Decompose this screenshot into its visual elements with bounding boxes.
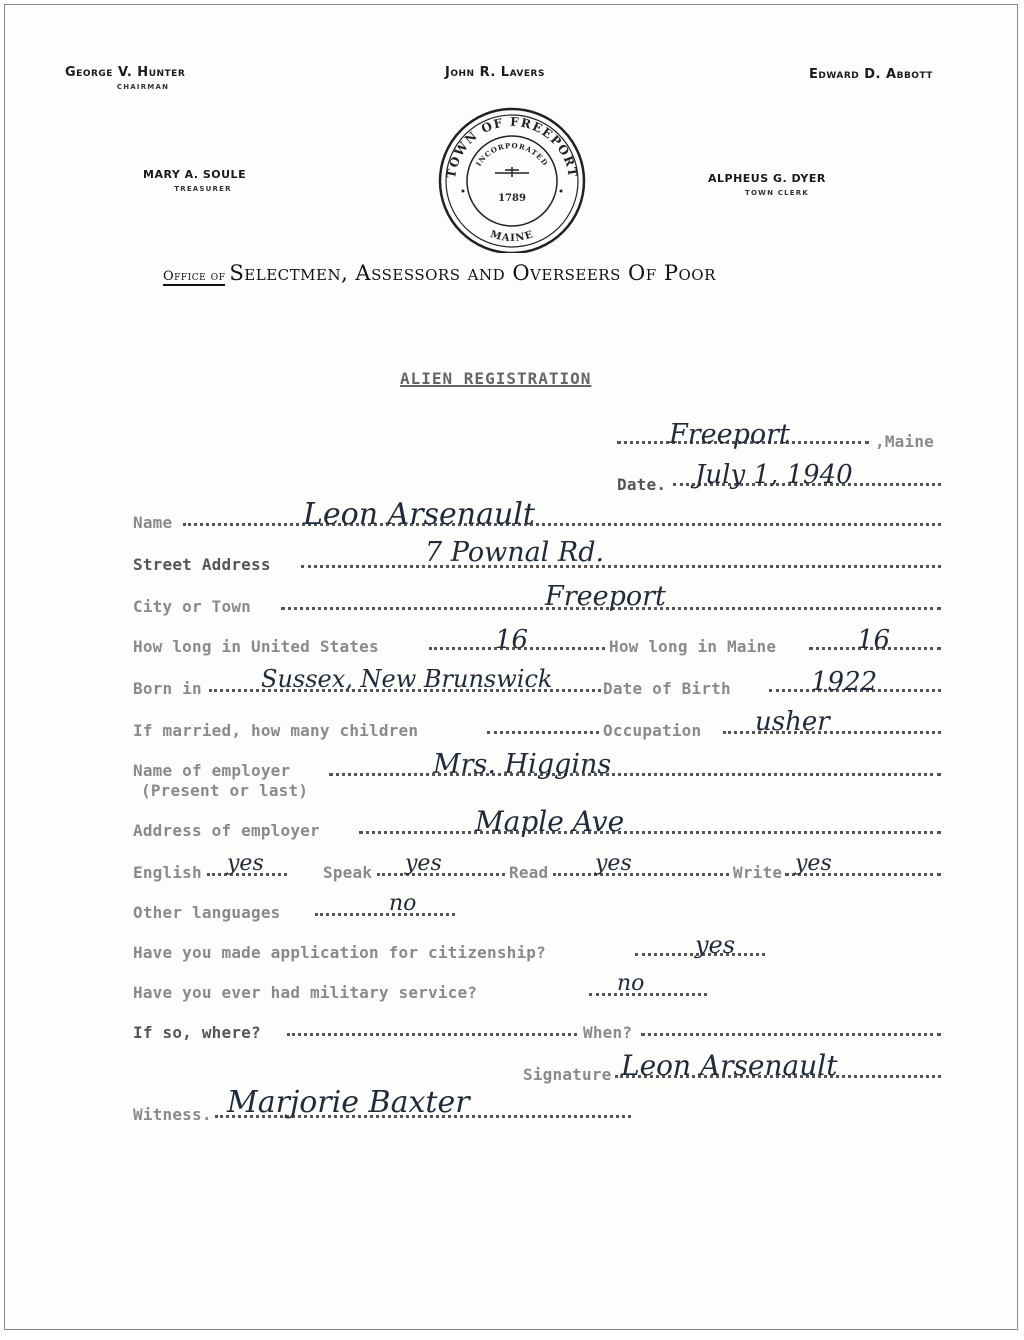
place-suffix: ,Maine <box>875 432 934 451</box>
speak-value: yes <box>405 851 442 876</box>
officer-right-name: Edward D. Abbott <box>809 67 933 82</box>
employer-name-value: Mrs. Higgins <box>433 749 612 780</box>
officer-treasurer-name: MARY A. SOULE <box>143 168 247 181</box>
seal-year: 1789 <box>498 193 526 204</box>
speak-label: Speak <box>323 863 373 882</box>
office-of-label: Office of <box>163 269 226 284</box>
date-of-birth-label: Date of Birth <box>603 679 731 698</box>
write-label: Write <box>733 863 783 882</box>
employer-address-value: Maple Ave <box>475 805 625 838</box>
officer-chairman-name: George V. Hunter <box>65 65 186 80</box>
citizenship-label: Have you made application for citizenship? <box>133 943 546 962</box>
officer-center-name: John R. Lavers <box>445 65 545 80</box>
how-long-us-value: 16 <box>495 625 529 655</box>
other-languages-value: no <box>389 891 417 916</box>
other-languages-label: Other languages <box>133 903 281 922</box>
seal-arc-inner: INCORPORATED <box>473 140 551 168</box>
street-address-dotted-line <box>301 565 941 568</box>
date-label: Date. <box>617 475 667 494</box>
employer-name-dotted-line <box>329 773 941 776</box>
write-value: yes <box>795 851 832 876</box>
date-value: July 1, 1940 <box>695 460 853 490</box>
svg-text:MAINE <box>489 229 535 244</box>
employer-address-dotted-line <box>359 831 941 834</box>
signature-label: Signature <box>523 1065 612 1084</box>
children-dotted-line <box>487 731 599 734</box>
occupation-value: usher <box>755 707 830 737</box>
seal-arc-bottom: MAINE <box>488 229 536 245</box>
date-of-birth-value: 1922 <box>811 667 878 697</box>
witness-label: Witness. <box>133 1105 212 1124</box>
name-value: Leon Arsenault <box>303 497 535 532</box>
when-label: When? <box>583 1023 633 1042</box>
military-value: no <box>617 971 645 996</box>
english-label: English <box>133 863 202 882</box>
officer-treasurer-title: TREASURER <box>174 185 232 193</box>
name-dotted-line <box>183 523 941 526</box>
read-dotted-line <box>553 873 729 876</box>
how-long-us-label: How long in United States <box>133 637 379 656</box>
when-dotted-line <box>641 1033 941 1036</box>
city-label: City or Town <box>133 597 251 616</box>
citizenship-value: yes <box>695 931 736 959</box>
if-so-where-label: If so, where? <box>133 1023 261 1042</box>
town-seal <box>433 105 591 253</box>
officer-clerk-name: ALPHEUS G. DYER <box>708 172 826 185</box>
how-long-maine-label: How long in Maine <box>609 637 777 656</box>
officer-clerk-title: TOWN CLERK <box>745 189 809 197</box>
employer-name-sublabel: (Present or last) <box>141 781 309 800</box>
english-value: yes <box>227 851 264 876</box>
born-in-label: Born in <box>133 679 202 698</box>
read-label: Read <box>509 863 549 882</box>
if-so-where-dotted-line <box>287 1033 577 1036</box>
form-title: ALIEN REGISTRATION <box>400 369 592 388</box>
signature-value: Leon Arsenault <box>621 1049 838 1082</box>
military-dotted-line <box>589 993 707 996</box>
place-value: Freeport <box>669 419 790 450</box>
employer-address-label: Address of employer <box>133 821 320 840</box>
street-address-label: Street Address <box>133 555 271 574</box>
how-long-maine-value: 16 <box>857 625 891 655</box>
seal-arc-top: TOWN OF FREEPORT <box>444 114 580 180</box>
witness-value: Marjorie Baxter <box>227 1085 470 1120</box>
name-label: Name <box>133 513 173 532</box>
officer-chairman-title: CHAIRMAN <box>116 83 170 91</box>
children-label: If married, how many children <box>133 721 419 740</box>
office-heading-rest: Selectmen, Assessors and Overseers Of Poor <box>229 261 716 285</box>
employer-name-label: Name of employer <box>133 761 291 780</box>
document-page <box>4 4 1018 1330</box>
born-in-value: Sussex, New Brunswick <box>261 665 553 693</box>
other-languages-dotted-line <box>315 913 455 916</box>
street-address-value: 7 Pownal Rd. <box>425 537 605 568</box>
office-heading <box>163 261 716 285</box>
military-label: Have you ever had military service? <box>133 983 478 1002</box>
read-value: yes <box>595 851 632 876</box>
city-value: Freeport <box>545 581 666 612</box>
occupation-label: Occupation <box>603 721 702 740</box>
